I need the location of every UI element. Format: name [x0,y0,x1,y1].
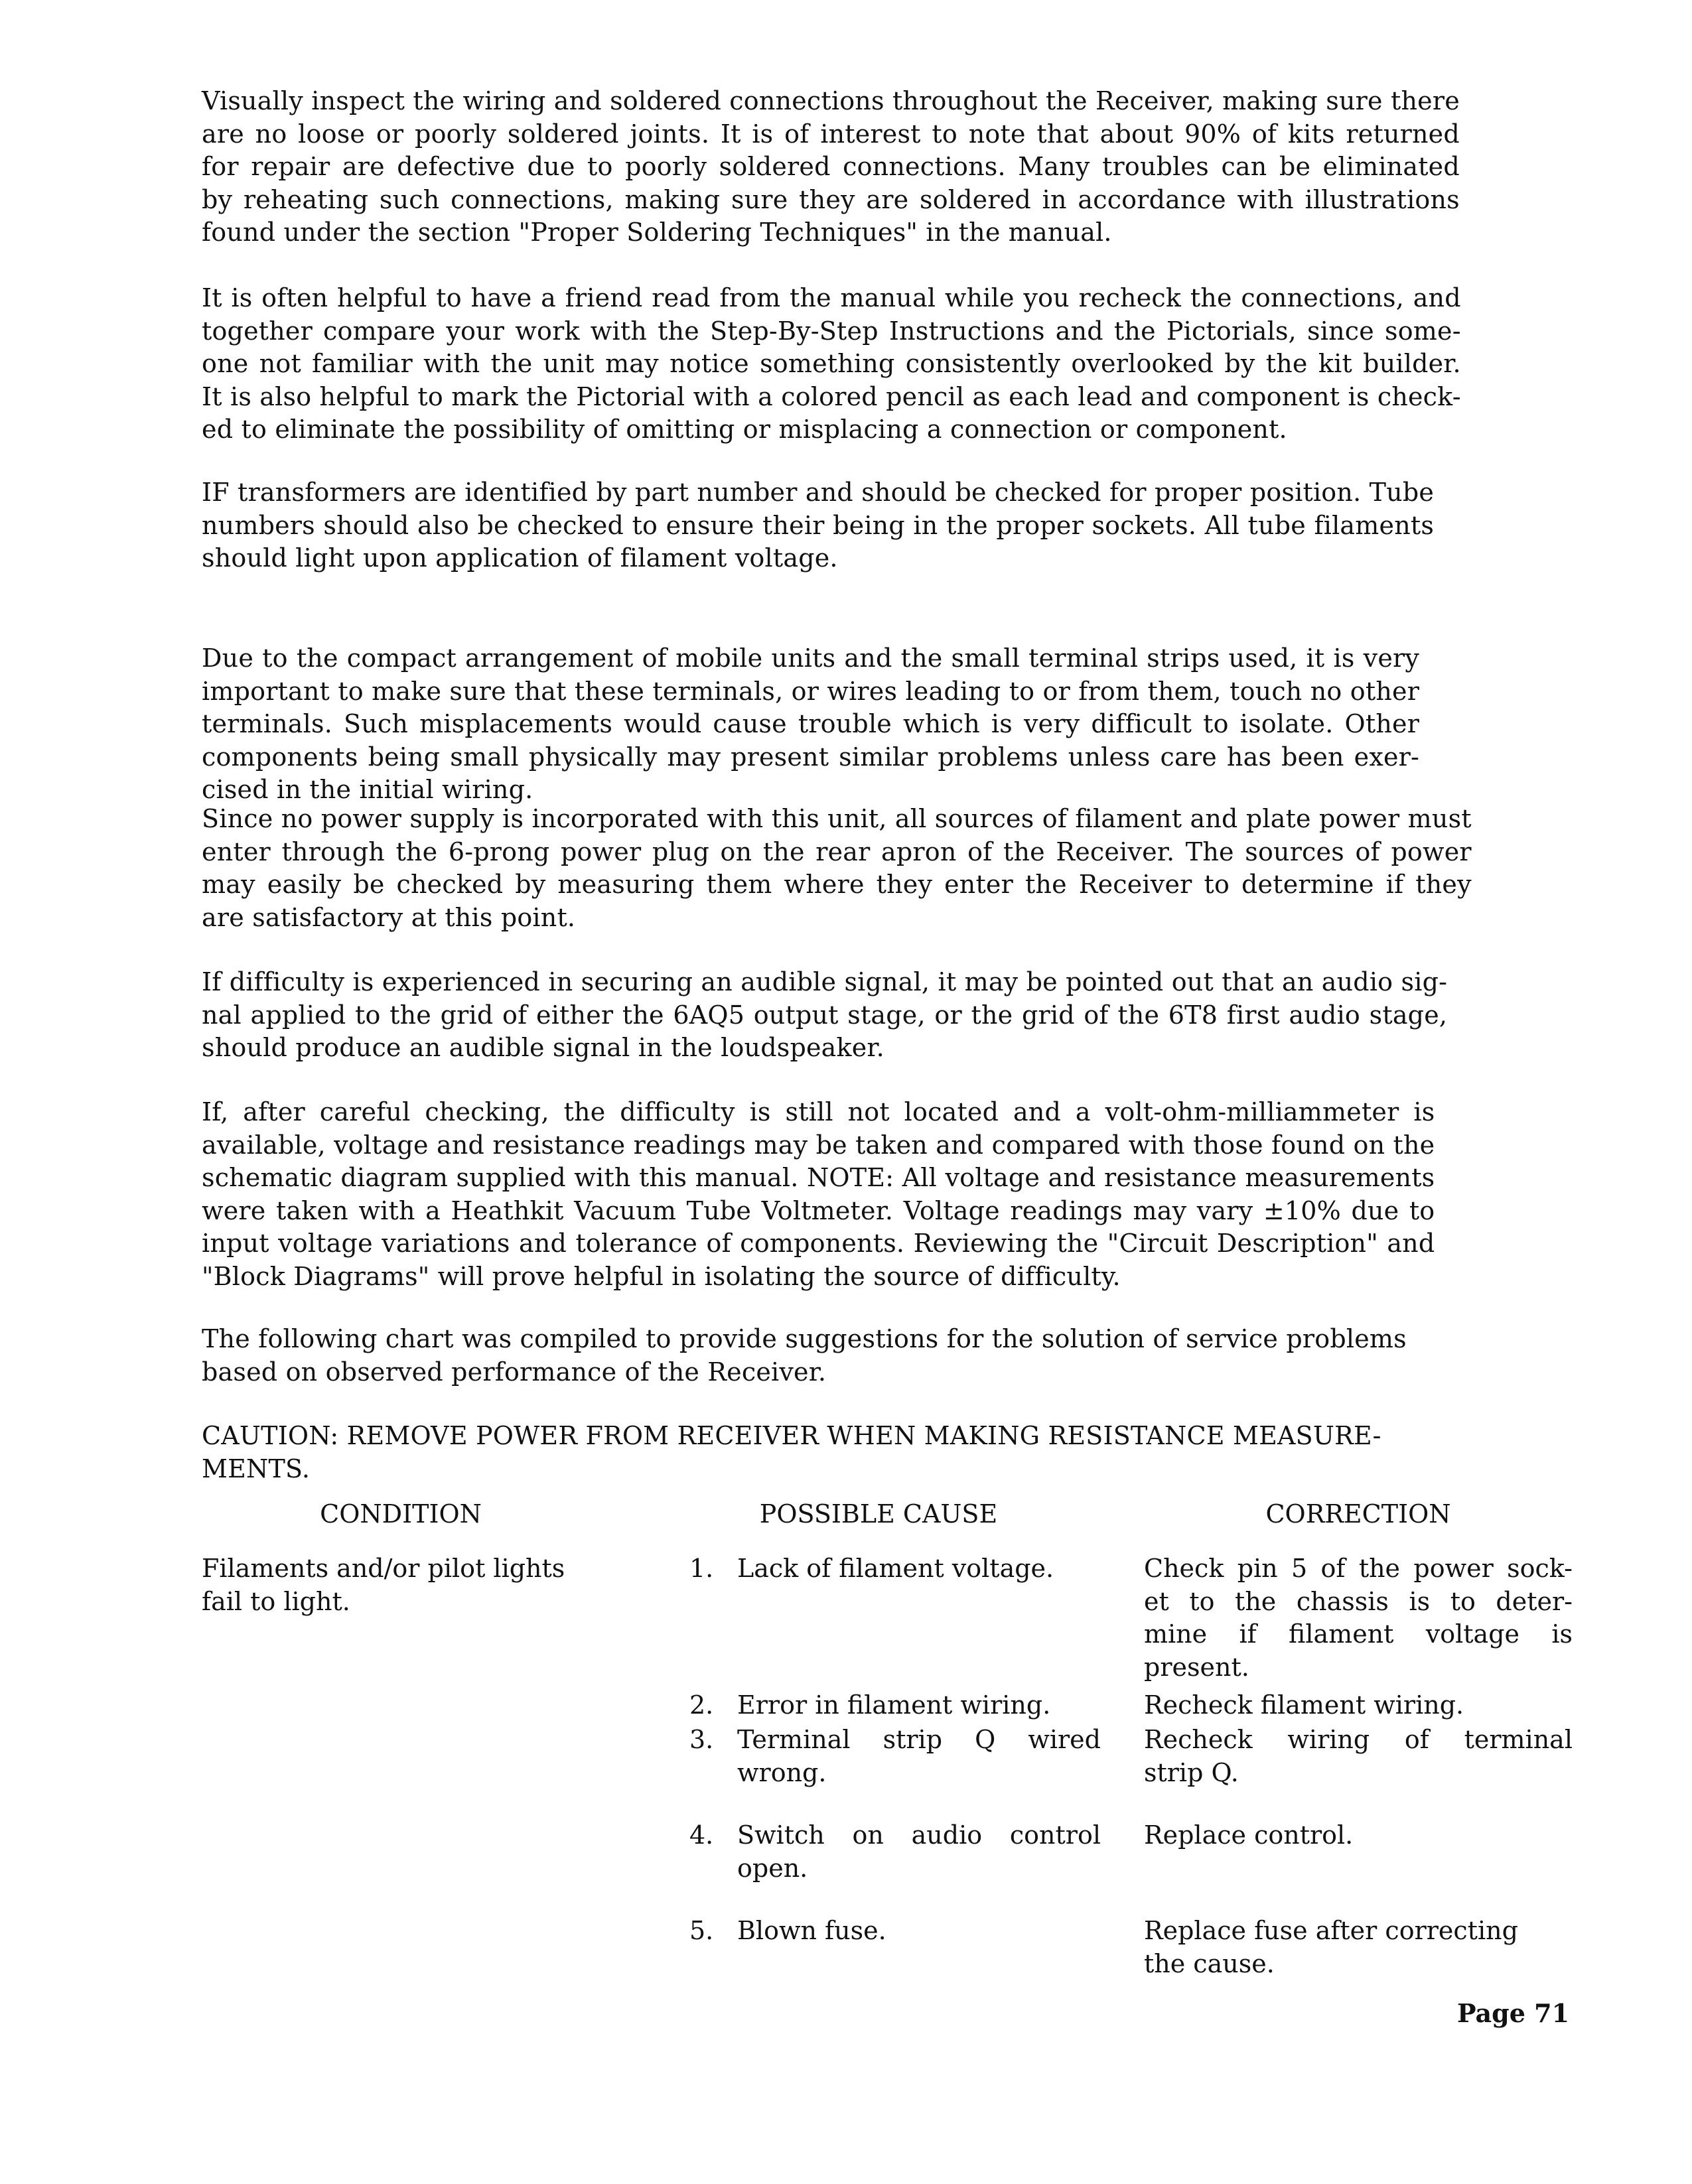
text-line: open. [737,1853,808,1883]
text-line: Check pin 5 of the power sock- [1144,1554,1573,1583]
text-line: "Block Diagrams" will prove helpful in isolating the source of difficulty. [202,1261,1121,1291]
text-line: terminals. Such misplacements would cause trouble which is very difficult to isolate. Other [202,709,1420,739]
text-line: Switch on audio control [737,1820,1101,1850]
correction-cell [1144,1724,1573,1789]
text-line: are satisfactory at this point. [202,902,576,932]
text-line: components being small physically may present similar problems unless care has been exer- [202,742,1420,772]
text-line: Replace fuse after correcting [1144,1916,1518,1945]
text-line: one not familiar with the unit may notice something consistently overlooked by the kit builder. [202,349,1461,379]
cause-text [737,1552,1101,1586]
text-line: available, voltage and resistance readings may be taken and compared with those found on the [202,1130,1435,1160]
cause-text [737,1819,1101,1885]
text-line: should light upon application of filament voltage. [202,543,838,573]
cause-number: 1. [689,1554,714,1583]
paragraph-compact-arrangement [202,642,1419,807]
text-line: Replace control. [1144,1820,1354,1850]
cause-number: 2. [689,1690,714,1720]
paragraph-friend-recheck [202,282,1461,446]
column-header-possible-cause: POSSIBLE CAUSE [759,1499,998,1529]
text-line: et to the chassis is to deter- [1144,1586,1573,1616]
paragraph-inspect-wiring [202,85,1460,249]
text-line: should produce an audible signal in the loudspeaker. [202,1033,884,1063]
text-line: cised in the initial wiring. [202,775,533,805]
text-line: for repair are defective due to poorly soldered connections. Many troubles can be eliminated [202,152,1460,182]
text-line: Filaments and/or pilot lights [202,1554,565,1583]
text-line: by reheating such connections, making sure they are soldered in accordance with illustrations [202,184,1460,214]
text-line: Visually inspect the wiring and soldered connections throughout the Receiver, making sure there [202,86,1460,115]
text-line: mine if filament voltage is [1144,1619,1573,1649]
text-line: present. [1144,1652,1249,1682]
cause-number: 3. [689,1725,714,1754]
paragraph-audible-signal [202,966,1447,1065]
text-line: The following chart was compiled to provide suggestions for the solution of service problems [202,1324,1407,1353]
cause-number: 5. [689,1916,714,1945]
text-line: nal applied to the grid of either the 6AQ5 output stage, or the grid of the 6T8 first audio stage, [202,1000,1448,1030]
cause-text [737,1689,1101,1722]
page-number: Page 71 [1457,1998,1570,2028]
correction-cell [1144,1915,1573,1980]
text-line: were taken with a Heathkit Vacuum Tube Voltmeter. Voltage readings may vary ±10% due to [202,1195,1435,1225]
correction-cell [1144,1689,1573,1722]
text-line: numbers should also be checked to ensure their being in the proper sockets. All tube filaments [202,510,1435,540]
text-line: strip Q. [1144,1757,1239,1787]
text-line: found under the section "Proper Soldering Techniques" in the manual. [202,218,1112,247]
text-line: Recheck filament wiring. [1144,1690,1464,1720]
text-line: enter through the 6-prong power plug on the rear apron of the Receiver. The sources of power [202,837,1472,866]
paragraph-power-supply [202,803,1472,934]
text-line: Recheck wiring of terminal [1144,1725,1573,1754]
text-line: IF transformers are identified by part number and should be checked for proper position. Tube [202,478,1435,507]
text-line: Due to the compact arrangement of mobile units and the small terminal strips used, it is very [202,644,1420,673]
cause-text [737,1724,1101,1789]
text-line: It is often helpful to have a friend read from the manual while you recheck the connections, and [202,283,1461,312]
text-line: If, after careful checking, the difficulty is still not located and a volt-ohm-milliammeter is [202,1097,1435,1126]
column-header-condition: CONDITION [320,1499,482,1529]
text-line: wrong. [737,1757,827,1787]
condition-cell [202,1552,626,1618]
text-line: Terminal strip Q wired [737,1725,1101,1754]
text-line: the cause. [1144,1948,1275,1978]
text-line: are no loose or poorly soldered joints. It is of interest to note that about 90% of kits returned [202,119,1460,149]
correction-cell [1144,1552,1573,1684]
paragraph-careful-checking [202,1096,1435,1294]
cause-text [737,1915,1101,1948]
text-line: fail to light. [202,1586,350,1616]
text-line: may easily be checked by measuring them where they enter the Receiver to determine if they [202,870,1472,900]
cause-number: 4. [689,1820,714,1850]
caution-note [202,1420,1381,1485]
text-line: based on observed performance of the Receiver. [202,1357,827,1387]
text-line: It is also helpful to mark the Pictorial with a colored pencil as each lead and component is check- [202,381,1461,411]
text-line: Lack of filament voltage. [737,1554,1054,1583]
column-header-correction: CORRECTION [1265,1499,1451,1529]
text-line: MENTS. [202,1454,311,1483]
paragraph-if-transformers [202,476,1434,575]
text-line: CAUTION: REMOVE POWER FROM RECEIVER WHEN MAKING RESISTANCE MEASURE- [202,1421,1381,1450]
text-line: input voltage variations and tolerance of components. Reviewing the "Circuit Description" and [202,1229,1435,1259]
text-line: important to make sure that these terminals, or wires leading to or from them, touch no other [202,676,1420,706]
text-line: Error in filament wiring. [737,1690,1051,1720]
text-line: If difficulty is experienced in securing an audible signal, it may be pointed out that an audio sig- [202,967,1448,996]
paragraph-chart-intro [202,1323,1407,1389]
text-line: schematic diagram supplied with this manual. NOTE: All voltage and resistance measurements [202,1163,1435,1193]
text-line: together compare your work with the Step-By-Step Instructions and the Pictorials, since some- [202,316,1461,346]
text-line: Blown fuse. [737,1916,886,1945]
correction-cell [1144,1819,1573,1852]
text-line: ed to eliminate the possibility of omitting or misplacing a connection or component. [202,415,1287,444]
text-line: Since no power supply is incorporated with this unit, all sources of filament and plate power must [202,804,1472,833]
